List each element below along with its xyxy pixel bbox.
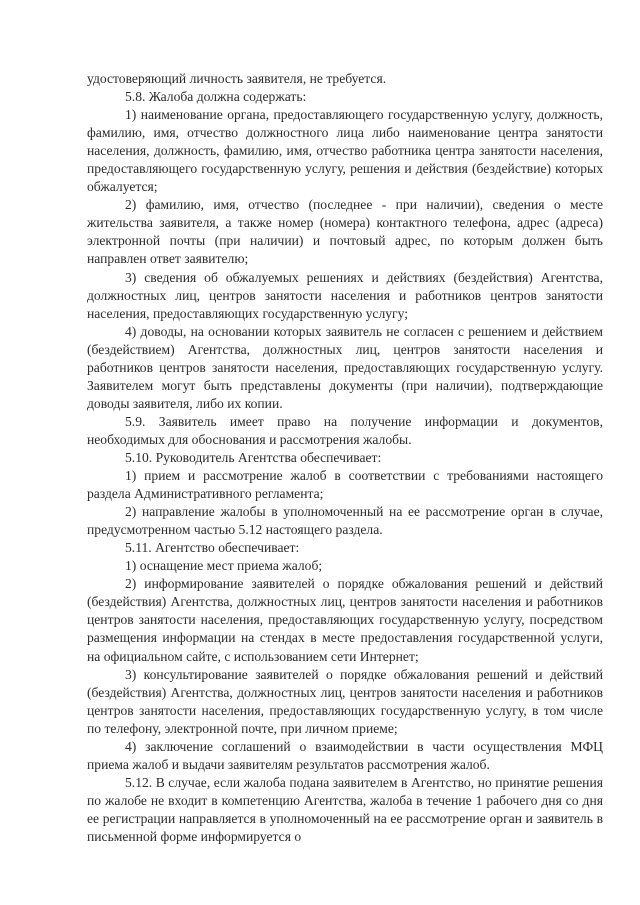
paragraph-3: 2) фамилию, имя, отчество (последнее - при наличии), сведения о месте жительства заявителя, а также номер (номера) контактного телефона, адрес (адреса) электронной почты (при наличии) и почтовый адрес, по которым должен быть направлен ответ заявителю;: [87, 197, 603, 267]
paragraph-10: 5.11. Агентство обеспечивает:: [125, 540, 300, 556]
document-page: [87, 70, 603, 846]
paragraph-9: 2) направление жалобы в уполномоченный на ее рассмотрение орган в случае, предусмотренном частью 5.12 настоящего раздела.: [87, 504, 603, 538]
paragraph-13: 3) консультирование заявителей о порядке обжалования решений и действий (бездействия) Агентства, должностных лиц, центров занятости населения и работников центров занятости населения, предоставляющих государственную услугу, в том числе по телефону, электронной почте, при личном приеме;: [87, 666, 603, 736]
paragraph-7: 5.10. Руководитель Агентства обеспечивает:: [125, 449, 382, 465]
paragraph-11: 1) оснащение мест приема жалоб;: [125, 558, 323, 574]
paragraph-4: 3) сведения об обжалуемых решениях и действиях (бездействия) Агентства, должностных лиц, центров занятости населения и работников центров занятости населения, предоставляющих государственную услугу;: [87, 269, 603, 321]
paragraph-12: 2) информирование заявителей о порядке обжалования решений и действий (бездействия) Агентства, должностных лиц, центров занятости населения и работников центров занятости населения, предоставляющих государственную услугу, посредством размещения информации на стендах в месте предоставления государственной услуги, на официальном сайте, с использованием сети Интернет;: [87, 576, 603, 664]
paragraph-5: 4) доводы, на основании которых заявитель не согласен с решением и действием (бездействием) Агентства, должностных лиц, центров занятости населения и работников центров занятости населения, предоставляющих государственную услугу. Заявителем могут быть представлены документы (при наличии), подтверждающие доводы заявителя, либо их копии.: [87, 323, 603, 411]
paragraph-8: 1) прием и рассмотрение жалоб в соответствии с требованиями настоящего раздела Административного регламента;: [87, 468, 603, 502]
paragraph-0: удостоверяющий личность заявителя, не требуется.: [87, 71, 387, 86]
paragraph-2: 1) наименование органа, предоставляющего государственную услугу, должность, фамилию, имя, отчество должностного лица либо наименование центра занятости населения, должность, фамилию, имя, отчество работника центра занятости населения, предоставляющего государственную услугу, решения и действия (бездействие) которых обжалуется;: [87, 107, 603, 195]
paragraph-1: 5.8. Жалоба должна содержать:: [125, 89, 307, 105]
paragraph-15: 5.12. В случае, если жалоба подана заявителем в Агентство, но принятие решения по жалобе не входит в компетенцию Агентства, жалоба в течение 1 рабочего дня со дня ее регистрации направляется в уполномоченный на ее рассмотрение орган и заявитель в письменной форме информируется о: [87, 774, 603, 844]
paragraph-6: 5.9. Заявитель имеет право на получение информации и документов, необходимых для обоснования и рассмотрения жалобы.: [87, 413, 603, 447]
paragraph-14: 4) заключение соглашений о взаимодействии в части осуществления МФЦ приема жалоб и выдачи заявителям результатов рассмотрения жалоб.: [87, 738, 603, 772]
